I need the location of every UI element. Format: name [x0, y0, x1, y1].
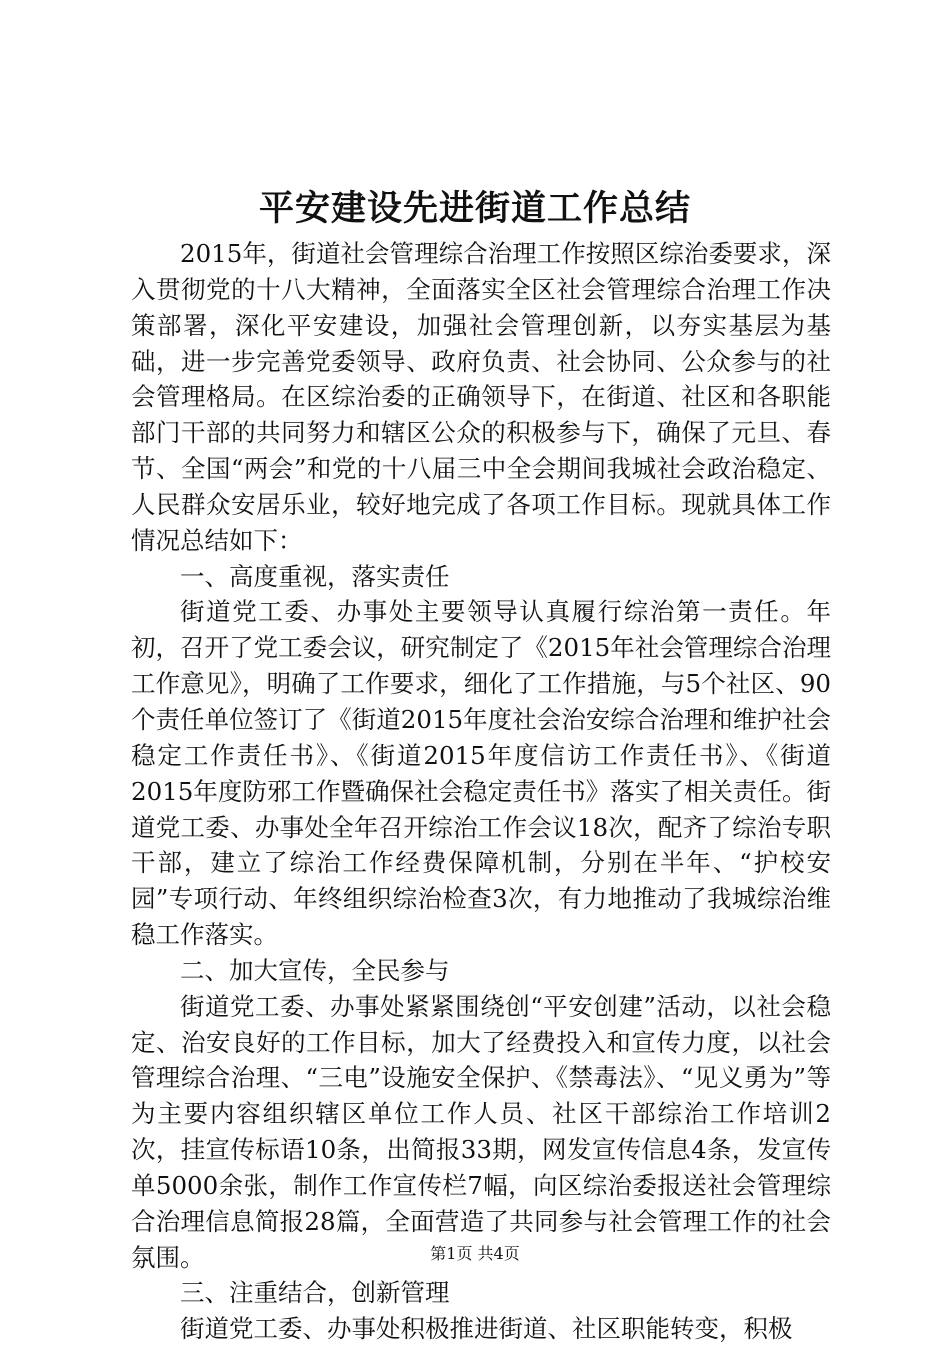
section-heading-2: 二、加大宣传，全民参与	[180, 955, 450, 985]
document-body	[131, 236, 831, 1347]
section-heading-1: 一、高度重视，落实责任	[180, 561, 450, 591]
page-number-footer: 第1页 共4页	[430, 1244, 520, 1263]
document-title: 平安建设先进街道工作总结	[258, 188, 691, 229]
section-paragraph-2: 街道党工委、办事处紧紧围绕创“平安创建”活动，以社会稳定、治安良好的工作目标，加大了经费投入和宣传力度，以社会管理综合治理、“三电”设施安全保护、《禁毒法》、“见义勇为”等为主要内容组织辖区单位工作人员、社区干部综治工作培训2次，挂宣传标语10条，出简报33期，网发宣传信息4条，发宣传单5000余张，制作工作宣传栏7幅，向区综治委报送社会管理综合治理信息简报28篇，全面营造了共同参与社会管理工作的社会氛围。	[131, 991, 831, 1272]
section-heading-3: 三、注重结合，创新管理	[180, 1278, 450, 1308]
section-paragraph-1: 街道党工委、办事处主要领导认真履行综治第一责任。年初，召开了党工委会议，研究制定了《2015年社会管理综合治理工作意见》，明确了工作要求，细化了工作措施，与5个社区、90个责任单位签订了《街道2015年度社会治安综合治理和维护社会稳定工作责任书》、《街道2015年度信访工作责任书》、《街道2015年度防邪工作暨确保社会稳定责任书》落实了相关责任。街道党工委、办事处全年召开综治工作会议18次，配齐了综治专职干部，建立了综治工作经费保障机制，分别在半年、“护校安园”专项行动、年终组织综治检查3次，有力地推动了我城综治维稳工作落实。	[131, 597, 831, 950]
section-paragraph-3: 街道党工委、办事处积极推进街道、社区职能转变，积极	[180, 1314, 793, 1344]
intro-paragraph: 2015年，街道社会管理综合治理工作按照区综治委要求，深入贯彻党的十八大精神，全面落实全区社会管理综合治理工作决策部署，深化平安建设，加强社会管理创新，以夯实基层为基础，进一步完善党委领导、政府负责、社会协同、公众参与的社会管理格局。在区综治委的正确领导下，在街道、社区和各职能部门干部的共同努力和辖区公众的积极参与下，确保了元旦、春节、全国“两会”和党的十八届三中全会期间我城社会政治稳定、人民群众安居乐业，较好地完成了各项工作目标。现就具体工作情况总结如下：	[131, 239, 831, 555]
